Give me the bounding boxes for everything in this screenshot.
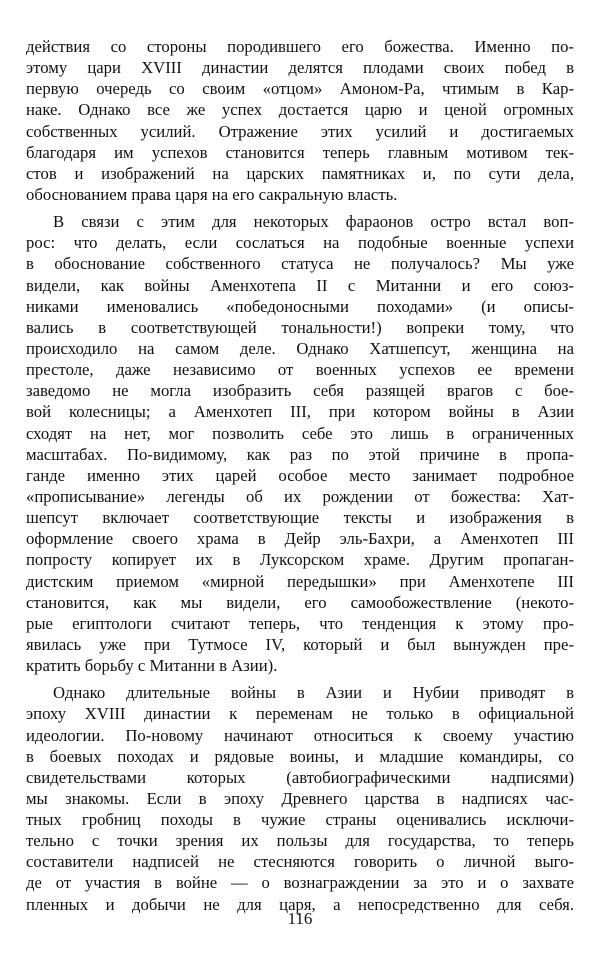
text-line: шепсут включает соответствующие тексты и изображения в — [26, 508, 574, 528]
text-line: стов и изображений на царских памятниках и, по сути дела, — [26, 163, 574, 183]
text-line: масштабах. По-видимому, как раз по этой причине в пропа- — [26, 444, 574, 464]
text-line: обоснованием права царя на его сакральную власть. — [26, 184, 398, 204]
text-line: «прописывание» легенды об их рождении от божества: Хат- — [26, 486, 574, 506]
text-line: ганде именно этих царей особое место занимает подробное — [26, 465, 574, 485]
text-line: заведомо не могла изобразить себя разящей врагов с боe- — [26, 381, 574, 401]
text-line: наке. Однако все же успех достается царю и ценой огромных — [26, 100, 574, 120]
text-line: первую очередь со своим «отцом» Амоном-Ра, чтимым в Кар- — [26, 79, 574, 99]
text-line: собственных усилий. Отражение этих усилий и достигаемых — [26, 121, 574, 141]
text-line: сходят на нет, мог позволить себе это лишь в ограниченных — [26, 423, 574, 443]
text-line: Однако длительные войны в Азии и Нубии приводят в — [53, 683, 574, 703]
text-line: вой колесницы; а Аменхотеп III, при котором войны в Азии — [26, 402, 574, 422]
text-line: оформление своего храма в Дейр эль-Бахри, а Аменхотеп III — [26, 529, 574, 549]
text-line: действия со стороны породившего его божества. Именно по- — [26, 37, 574, 56]
text-line: благодаря им успехов становится теперь главным мотивом тек- — [26, 142, 574, 162]
text-line: мы знакомы. Если в эпоху Древнего царства в надписях час- — [26, 788, 574, 808]
text-line: видели, как войны Аменхотепа II с Митанни и его союз- — [26, 275, 574, 295]
text-line: дистским приемом «мирной передышки» при Аменхотепе III — [26, 571, 574, 591]
paragraph-1 — [26, 36, 574, 205]
page-number: 116 — [287, 909, 313, 928]
text-line: тельно с точки зрения их пользы для государства, то теперь — [26, 831, 574, 851]
text-line: тных гробниц походы в чужие страны оценивались исключи- — [26, 810, 574, 830]
text-line: становится, как мы видели, его самообожествление (некото- — [26, 592, 574, 612]
text-line: В связи с этим для некоторых фараонов остро встал воп- — [53, 212, 574, 232]
text-line: вались в соответствующей тональности!) вопреки тому, что — [26, 317, 574, 337]
text-line: рые египтологи считают теперь, что тенденция к этому про- — [26, 613, 574, 633]
text-line: эпоху XVIII династии к переменам не только в официальной — [26, 704, 574, 724]
text-line: этому цари XVIII династии делятся плодами своих побед в — [26, 58, 574, 78]
text-line: свидетельствами которых (автобиографическими надписями) — [26, 767, 574, 787]
text-line: рос: что делать, если сослаться на подобные военные успехи — [26, 233, 574, 253]
text-line: кратить борьбу с Митанни в Азии). — [26, 656, 278, 676]
text-line: никами именовались «победоносными походами» (и описы- — [26, 296, 574, 316]
text-line: престоле, даже независимо от военных успехов ее времени — [26, 360, 574, 380]
paragraph-3 — [26, 682, 574, 915]
text-line: пленных и добычи не для царя, а непосредственно для себя. — [26, 894, 574, 914]
text-line: в обоснование собственного статуса не получалось? Мы уже — [26, 254, 574, 274]
text-line: в боевых походах и рядовые воины, и младшие командиры, со — [26, 746, 574, 766]
text-line: составители надписей не стесняются говорить о личной выго- — [26, 852, 574, 872]
text-line: происходило на самом деле. Однако Хатшепсут, женщина на — [26, 338, 574, 358]
text-line: явилась уже при Тутмосе IV, который и был вынужден пре- — [26, 634, 574, 654]
text-line: де от участия в войне — о вознаграждении за это и о захвате — [26, 873, 574, 893]
paragraph-2 — [26, 211, 574, 676]
text-line: попросту копирует их в Луксорском храме. Другим пропаган- — [26, 550, 574, 570]
page-body — [26, 36, 574, 915]
text-line: идеологии. По-новому начинают относиться к своему участию — [26, 725, 574, 745]
